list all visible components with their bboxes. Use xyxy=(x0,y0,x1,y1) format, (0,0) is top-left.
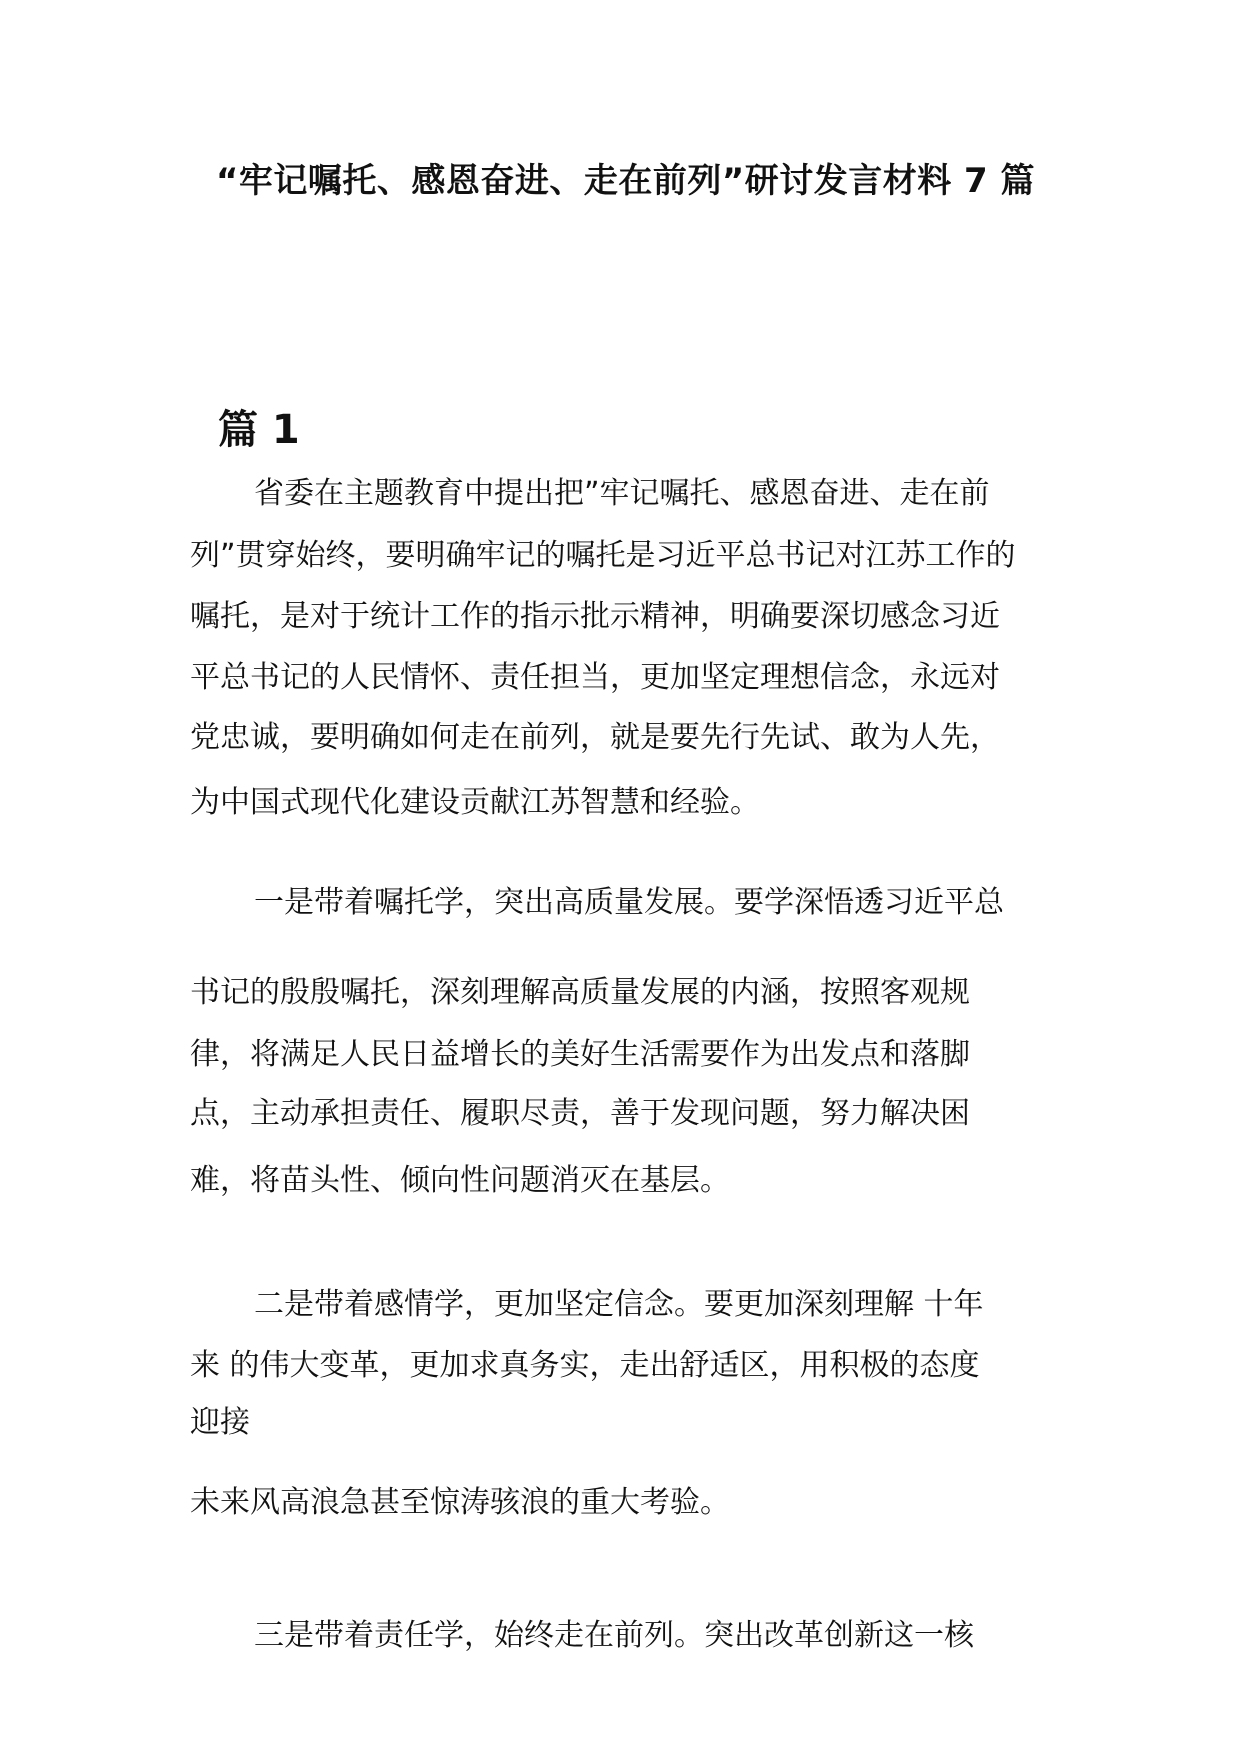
paragraph-line: 来 的伟大变革，更加求真务实，走出舒适区，用积极的态度 xyxy=(190,1348,980,1383)
paragraph-line: 为中国式现代化建设贡献江苏智慧和经验。 xyxy=(190,785,760,820)
paragraph-line: 省委在主题教育中提出把”牢记嘱托、感恩奋进、走在前 xyxy=(254,476,990,511)
paragraph-line: 未来风高浪急甚至惊涛骇浪的重大考验。 xyxy=(190,1485,730,1520)
paragraph-line: 迎接 xyxy=(190,1405,250,1440)
paragraph-line: 党忠诚，要明确如何走在前列，就是要先行先试、敢为人先， xyxy=(190,720,1000,755)
paragraph-line: 书记的殷殷嘱托，深刻理解高质量发展的内涵，按照客观规 xyxy=(190,975,970,1010)
paragraph-line: 平总书记的人民情怀、责任担当，更加坚定理想信念，永远对 xyxy=(190,660,1000,695)
document-title: “牢记嘱托、感恩奋进、走在前列”研讨发言材料 7 篇 xyxy=(216,161,1036,201)
paragraph-line: 点，主动承担责任、履职尽责，善于发现问题，努力解决困 xyxy=(190,1096,970,1131)
section-heading: 篇 1 xyxy=(218,407,300,453)
paragraph-line: 嘱托，是对于统计工作的指示批示精神，明确要深切感念习近 xyxy=(190,599,1000,634)
paragraph-line: 难，将苗头性、倾向性问题消灭在基层。 xyxy=(190,1163,730,1198)
paragraph-line: 律，将满足人民日益增长的美好生活需要作为出发点和落脚 xyxy=(190,1037,970,1072)
paragraph-line: 一是带着嘱托学，突出高质量发展。要学深悟透习近平总 xyxy=(254,885,1004,920)
paragraph-line: 三是带着责任学，始终走在前列。突出改革创新这一核 xyxy=(254,1618,974,1653)
paragraph-line: 二是带着感情学，更加坚定信念。要更加深刻理解 十年 xyxy=(254,1287,984,1322)
paragraph-line: 列”贯穿始终，要明确牢记的嘱托是习近平总书记对江苏工作的 xyxy=(190,538,1016,573)
